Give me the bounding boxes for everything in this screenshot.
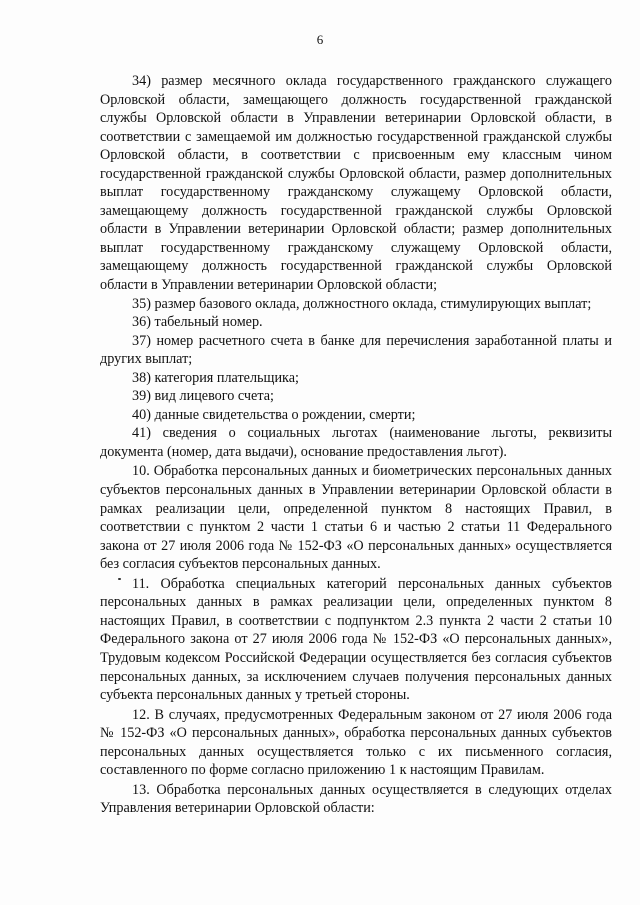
paragraph-item-34: 34) размер месячного оклада государственного гражданского служащего Орловской области, замещающего должность государственной гражданской службы Орловской области в Управлении ветеринарии Орловской области, в соответствии с замещаемой им должностью государственной гражданской службы Орловской области, в соответствии с присвоенным ему классным чином государственной гражданской службы Орловской области, размер дополнительных выплат государственному гражданскому служащему Орловской области, замещающему должность государственной гражданской службы Орловской области в Управлении ветеринарии Орловской области; размер дополнительных выплат государственному гражданскому служащему Орловской области, замещающему должность государственной гражданской службы Орловской области в Управлении ветеринарии Орловской области; [100,73,612,294]
page-number: 6 [316,32,324,47]
paragraph-item-40: 40) данные свидетельства о рождении, смерти; [132,406,416,423]
paragraph-item-39: 39) вид лицевого счета; [132,388,274,405]
paragraph-item-36: 36) табельный номер. [132,314,263,331]
document-body [100,72,612,818]
paragraph-clause-12: 12. В случаях, предусмотренных Федеральным законом от 27 июля 2006 года № 152-ФЗ «О персональных данных», обработка персональных данных субъектов персональных данных осуществляется только с их письменного согласия, составленного по форме согласно приложению 1 к настоящим Правилам. [100,706,612,779]
paragraph-item-35: 35) размер базового оклада, должностного оклада, стимулирующих выплат; [132,295,592,312]
paragraph-clause-10: 10. Обработка персональных данных и биометрических персональных данных субъектов персональных данных в Управлении ветеринарии Орловской области в рамках реализации цели, определенной пунктом 8 настоящих Правил, в соответствии с пунктом 2 части 1 статьи 6 и частью 2 статьи 11 Федерального закона от 27 июля 2006 года № 152-ФЗ «О персональных данных» осуществляется без согласия субъектов персональных данных. [100,463,612,573]
paragraph-clause-11: 11. Обработка специальных категорий персональных данных субъектов персональных данных в рамках реализации цели, определенных пунктом 8 настоящих Правил, в соответствии с подпунктом 2.3 пункта 2 части 2 статьи 10 Федерального закона от 27 июля 2006 года № 152-ФЗ «О персональных данных», Трудовым кодексом Российской Федерации осуществляется без согласия субъектов персональных данных, за исключением случаев получения персональных данных субъекта персональных данных у третьей стороны. [100,575,612,704]
paragraph-item-41: 41) сведения о социальных льготах (наименование льготы, реквизиты документа (номер, дата выдачи), основание предоставления льгот). [100,425,612,460]
paragraph-clause-13: 13. Обработка персональных данных осуществляется в следующих отделах Управления ветеринарии Орловской области: [100,781,612,817]
paragraph-item-37: 37) номер расчетного счета в банке для перечисления заработанной платы и других выплат; [100,332,612,368]
paragraph-item-38: 38) категория плательщика; [132,369,299,386]
